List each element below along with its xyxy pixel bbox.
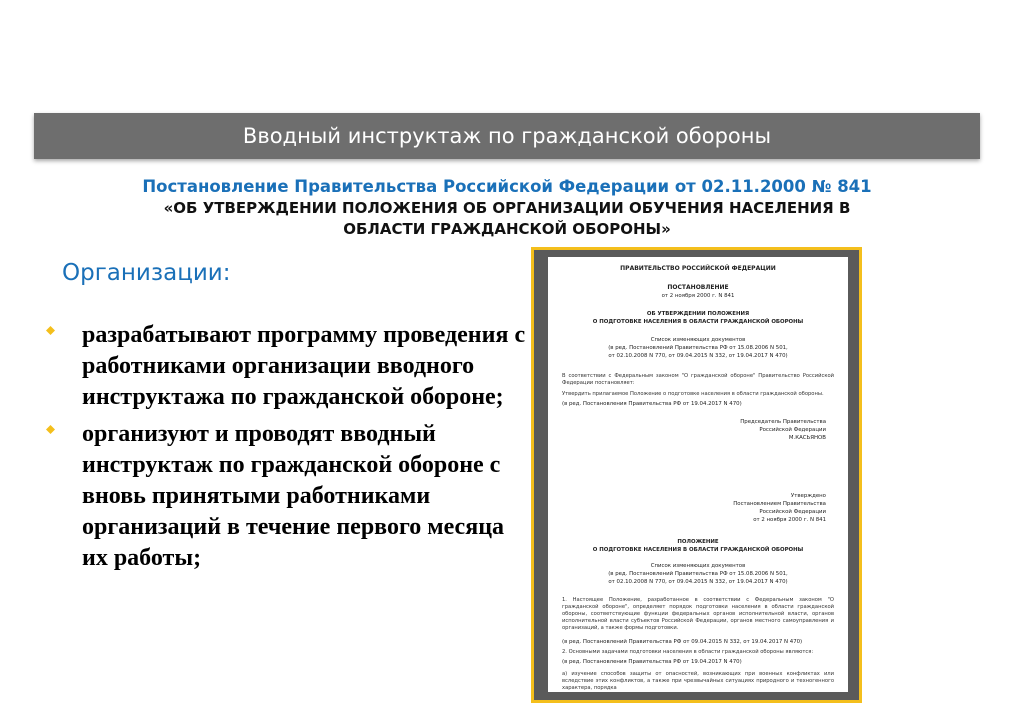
doc-approved-line3: Российской Федерации (759, 509, 826, 515)
list-item (46, 320, 526, 413)
doc-approved-line4: от 2 ноября 2000 г. N 841 (753, 517, 826, 523)
slide-title: Вводный инструктаж по гражданской обороны (242, 124, 772, 148)
doc-sign-line3: М.КАСЬЯНОВ (788, 435, 826, 441)
decree-subtitle-line1: «ОБ УТВЕРЖДЕНИИ ПОЛОЖЕНИЯ ОБ ОРГАНИЗАЦИИ ОБУЧЕНИЯ НАСЕЛЕНИЯ В (163, 199, 851, 217)
doc-amend-line1: (в ред. Постановлений Правительства РФ от 15.08.2006 N 501, (608, 345, 788, 351)
doc-para3: а) изучение способов защиты от опасностей, возникающих при военных конфликтах или вследствие этих конфликтов, а также при чрезвычайных ситуациях природного и техногенного характера, порядка (562, 671, 834, 691)
doc-para1: 1. Настоящее Положение, разработанное в соответствии с Федеральным законом "О гражданской обороне", определяет порядок подготовки населения в области гражданской обороны, соответствующие функции федеральных органов исполнительной власти, органов исполнительной власти субъектов Российской Федерации, органов местного самоуправления и организаций, а также формы подготовки. (562, 597, 834, 631)
doc-approved-line1: Утверждено (790, 493, 826, 499)
bullet-diamond-icon (46, 326, 55, 335)
bullet-diamond-icon (46, 425, 55, 434)
doc-section-title2: О ПОДГОТОВКЕ НАСЕЛЕНИЯ В ОБЛАСТИ ГРАЖДАНСКОЙ ОБОРОНЫ (592, 547, 804, 553)
doc-intro: В соответствии с Федеральным законом "О гражданской обороне" Правительство Российской Федерации постановляет: (562, 373, 834, 386)
bullet-text: организуют и проводят вводный инструктаж по гражданской обороне с вновь принятыми работниками организаций в течение первого месяца их работы; (82, 421, 505, 571)
doc-section-title1: ПОЛОЖЕНИЕ (677, 539, 719, 545)
doc-ref: (в ред. Постановления Правительства РФ от 19.04.2017 N 470) (562, 401, 742, 407)
bullet-list (46, 320, 526, 580)
bullet-text: разрабатывают программу проведения с работниками организации вводного инструктажа по гражданской обороне; (82, 322, 526, 410)
document-image-frame (531, 247, 862, 703)
doc-header: ПРАВИТЕЛЬСТВО РОССИЙСКОЙ ФЕДЕРАЦИИ (620, 265, 776, 272)
doc-para2: 2. Основными задачами подготовки населения в области гражданской обороны являются: (562, 649, 814, 655)
slide-title-bar (34, 113, 980, 159)
doc-title-line2: О ПОДГОТОВКЕ НАСЕЛЕНИЯ В ОБЛАСТИ ГРАЖДАНСКОЙ ОБОРОНЫ (592, 319, 804, 325)
doc-amend-label: Список изменяющих документов (650, 337, 746, 343)
decree-block (34, 176, 980, 240)
doc-approved-line2: Постановлением Правительства (733, 501, 826, 507)
list-item (46, 419, 526, 574)
doc-amend2-line2: от 02.10.2008 N 770, от 09.04.2015 N 332, от 19.04.2017 N 470) (608, 579, 788, 585)
doc-sign-line1: Председатель Правительства (740, 419, 826, 425)
doc-approve: Утвердить прилагаемое Положение о подготовке населения в области гражданской обороны. (562, 391, 824, 397)
doc-amend-label2: Список изменяющих документов (650, 563, 746, 569)
section-heading: Организации: (62, 260, 231, 286)
doc-para1-ref: (в ред. Постановлений Правительства РФ от 09.04.2015 N 332, от 19.04.2017 N 470) (562, 639, 803, 645)
document-page (548, 257, 848, 692)
decree-subtitle-line2: ОБЛАСТИ ГРАЖДАНСКОЙ ОБОРОНЫ» (343, 220, 671, 238)
doc-title-line1: ОБ УТВЕРЖДЕНИИ ПОЛОЖЕНИЯ (646, 311, 750, 317)
doc-para2-ref: (в ред. Постановления Правительства РФ от 19.04.2017 N 470) (562, 659, 742, 665)
doc-type: ПОСТАНОВЛЕНИЕ (667, 284, 729, 291)
doc-date: от 2 ноября 2000 г. N 841 (661, 293, 735, 299)
doc-sign-line2: Российской Федерации (759, 427, 826, 433)
decree-title: Постановление Правительства Российской Федерации от 02.11.2000 № 841 (142, 177, 872, 196)
doc-amend-line2: от 02.10.2008 N 770, от 09.04.2015 N 332, от 19.04.2017 N 470) (608, 353, 788, 359)
doc-amend2-line1: (в ред. Постановлений Правительства РФ от 15.08.2006 N 501, (608, 571, 788, 577)
